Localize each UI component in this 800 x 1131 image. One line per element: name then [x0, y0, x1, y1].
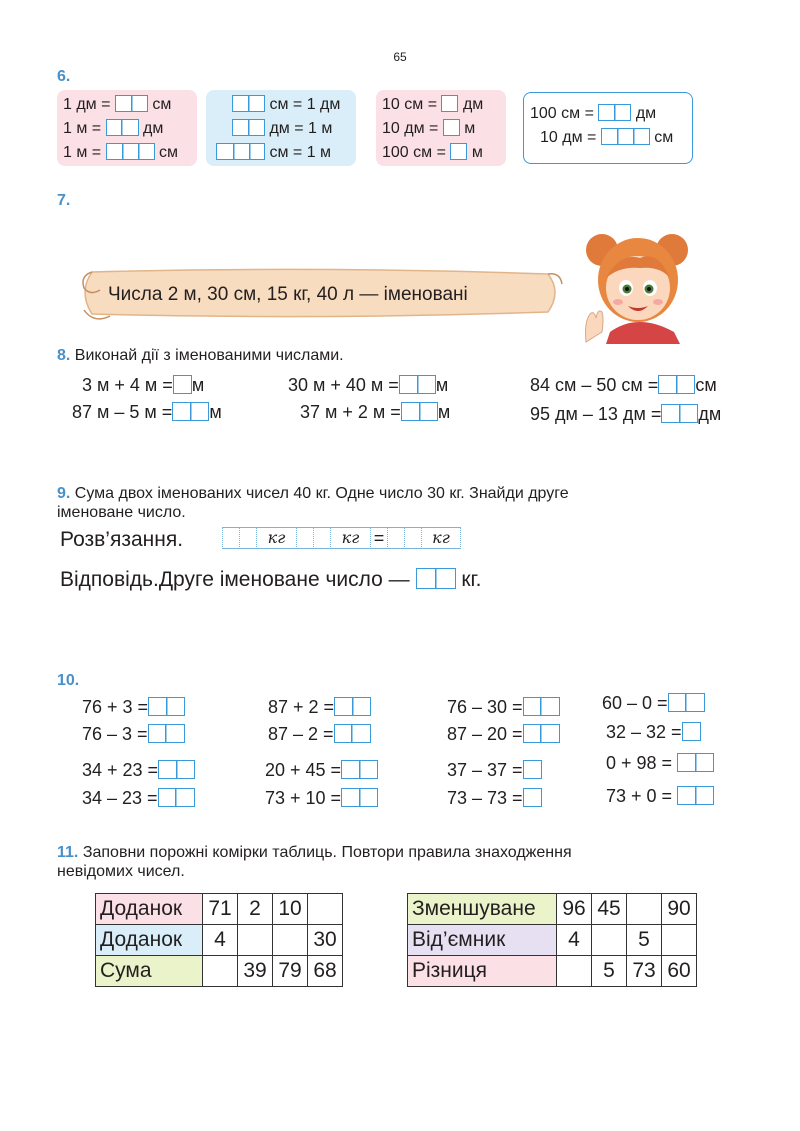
row-label: Сума — [96, 956, 203, 987]
answer-box[interactable] — [416, 568, 456, 589]
eq-unit: м — [191, 375, 205, 395]
card1-lhs3: 1 м = — [63, 144, 102, 161]
task9-text-line1: Сума двох іменованих чисел 40 кг. Одне число 30 кг. Знайди друге — [74, 485, 569, 502]
table-cell[interactable]: 5 — [592, 956, 627, 987]
answer-box[interactable] — [443, 119, 460, 136]
eq-lhs: 73 + 0 = — [606, 786, 673, 806]
table-cell[interactable]: 79 — [273, 956, 308, 987]
table-cell[interactable]: 73 — [627, 956, 662, 987]
answer-box[interactable] — [399, 375, 436, 394]
eq-unit: см — [695, 375, 717, 395]
task11-text-line1: Заповни порожні комірки таблиць. Повтори правила знаходження — [82, 844, 572, 861]
card2-rhs3: см = 1 м — [269, 144, 332, 161]
table-cell[interactable] — [627, 894, 662, 925]
answer-box[interactable] — [668, 693, 705, 712]
task10-eq — [265, 760, 378, 781]
task8-eq — [72, 402, 222, 423]
eq-lhs: 87 – 2 = — [268, 724, 334, 744]
task8-eq — [288, 375, 448, 396]
task10-eq — [82, 697, 185, 718]
answer-box[interactable] — [401, 402, 438, 421]
eq-lhs: 73 – 73 = — [447, 788, 523, 808]
card3-lhs1: 10 см = — [382, 96, 438, 113]
task10-eq — [447, 697, 560, 718]
task11-text-line2: невідомих чисел. — [57, 863, 185, 880]
eq-unit: м — [209, 402, 222, 422]
eq-unit: м — [437, 402, 451, 422]
task7-number: 7. — [57, 192, 71, 209]
table-row — [408, 925, 697, 956]
task10-eq — [606, 722, 701, 743]
eq-lhs: 37 – 37 = — [447, 760, 523, 780]
addition-table — [95, 893, 343, 987]
table-cell[interactable]: 96 — [557, 894, 592, 925]
task10-eq — [447, 788, 542, 809]
task10-eq — [606, 753, 714, 774]
card2-rhs2: дм = 1 м — [269, 120, 333, 137]
answer-box[interactable] — [148, 697, 185, 716]
scroll-text: Числа 2 м, 30 см, 15 кг, 40 л — іменовані — [108, 284, 468, 305]
eq-lhs: 37 м + 2 м = — [300, 402, 401, 422]
answer-line — [60, 568, 481, 592]
card1-unit3: см — [159, 144, 179, 161]
eq-lhs: 34 + 23 = — [82, 760, 159, 780]
eq-lhs: 76 + 3 = — [82, 697, 149, 717]
answer-box[interactable] — [658, 375, 695, 394]
answer-box[interactable] — [173, 375, 192, 394]
answer-label: Відповідь. — [60, 568, 159, 591]
card3-lhs2: 10 дм = — [382, 120, 439, 137]
task6-card3 — [376, 90, 506, 166]
eq-lhs: 76 – 30 = — [447, 697, 523, 717]
girl-illustration — [580, 222, 692, 344]
answer-box[interactable] — [158, 788, 195, 807]
task10-eq — [82, 760, 195, 781]
answer-box[interactable] — [677, 786, 714, 805]
page-number: 65 — [393, 50, 407, 64]
answer-box[interactable] — [523, 760, 542, 779]
card1-lhs2: 1 м = — [63, 120, 102, 137]
task10-eq — [265, 788, 378, 809]
table-cell[interactable]: 71 — [203, 894, 238, 925]
answer-box[interactable] — [172, 402, 209, 421]
equals-sign: = — [370, 527, 387, 549]
answer-box[interactable] — [341, 760, 378, 779]
task8-heading — [57, 346, 344, 365]
table-row — [96, 894, 343, 925]
table-row — [408, 956, 697, 987]
table-cell[interactable] — [662, 925, 697, 956]
solution-label: Розв’язання. — [60, 528, 184, 551]
answer-box[interactable] — [523, 724, 560, 743]
answer-box[interactable] — [341, 788, 378, 807]
eq-lhs: 87 + 2 = — [268, 697, 335, 717]
answer-box[interactable] — [106, 119, 139, 136]
eq-lhs: 30 м + 40 м = — [288, 375, 399, 395]
row-label: Доданок — [96, 894, 203, 925]
table-cell[interactable]: 2 — [238, 894, 273, 925]
task9-text-line2: іменоване число. — [57, 504, 186, 521]
table-cell[interactable]: 4 — [557, 925, 592, 956]
table-cell[interactable]: 5 — [627, 925, 662, 956]
table-row — [408, 894, 697, 925]
answer-box[interactable] — [441, 95, 458, 112]
task8-eq — [530, 375, 717, 396]
table-cell[interactable] — [273, 925, 308, 956]
answer-box[interactable] — [677, 753, 714, 772]
answer-box[interactable] — [661, 404, 698, 423]
task10-eq — [268, 724, 371, 745]
card1-unit2: дм — [143, 120, 164, 137]
eq-lhs: 76 – 3 = — [82, 724, 148, 744]
card3-unit2: м — [464, 120, 476, 137]
row-label: Доданок — [96, 925, 203, 956]
table-cell[interactable]: 30 — [308, 925, 343, 956]
task11-heading — [57, 843, 572, 881]
answer-box[interactable] — [115, 95, 148, 112]
eq-lhs: 20 + 45 = — [265, 760, 342, 780]
answer-box[interactable] — [232, 95, 265, 112]
kg-handwritten: кг — [330, 527, 370, 549]
task6-card2 — [206, 90, 356, 166]
eq-lhs: 32 – 32 = — [606, 722, 682, 742]
subtraction-table — [407, 893, 697, 987]
table-cell[interactable]: 60 — [662, 956, 697, 987]
table-cell[interactable]: 4 — [203, 925, 238, 956]
eq-lhs: 84 см – 50 см = — [530, 375, 659, 395]
answer-box[interactable] — [523, 697, 560, 716]
table-row — [96, 925, 343, 956]
task10-eq — [602, 693, 705, 714]
card4-unit2: см — [654, 129, 674, 146]
answer-box[interactable] — [598, 104, 631, 121]
task10-number: 10. — [57, 672, 80, 689]
table-cell[interactable]: 68 — [308, 956, 343, 987]
eq-lhs: 87 – 20 = — [447, 724, 523, 744]
task9-number: 9. — [57, 485, 71, 502]
eq-lhs: 87 м – 5 м = — [72, 402, 173, 422]
kg-handwritten: кг — [256, 527, 296, 549]
eq-lhs: 3 м + 4 м = — [82, 375, 173, 395]
table-cell[interactable] — [592, 925, 627, 956]
answer-box[interactable] — [216, 143, 265, 160]
task8-text: Виконай дії з іменованими числами. — [74, 347, 344, 364]
eq-lhs: 34 – 23 = — [82, 788, 158, 808]
task10-eq — [268, 697, 371, 718]
card3-unit3: м — [471, 144, 483, 161]
task9-heading — [57, 484, 569, 522]
task10-eq — [82, 724, 185, 745]
task8-eq — [82, 375, 204, 396]
task8-eq — [530, 404, 721, 425]
eq-unit: м — [435, 375, 449, 395]
card3-lhs3: 100 см = — [382, 144, 446, 161]
task6-number: 6. — [57, 68, 71, 85]
card1-unit1: см — [152, 96, 172, 113]
answer-box[interactable] — [232, 119, 265, 136]
table-cell[interactable] — [203, 956, 238, 987]
task10-eq — [606, 786, 714, 807]
answer-box[interactable] — [106, 143, 155, 160]
answer-box[interactable] — [334, 697, 371, 716]
table-cell[interactable]: 10 — [273, 894, 308, 925]
table-cell[interactable]: 90 — [662, 894, 697, 925]
task10-eq — [447, 724, 560, 745]
eq-lhs: 73 + 10 = — [265, 788, 342, 808]
eq-lhs: 95 дм – 13 дм = — [530, 404, 662, 424]
task6-card1 — [57, 90, 197, 166]
answer-text: Друге іменоване число — — [158, 568, 410, 591]
card4-unit1: дм — [635, 105, 657, 122]
table-cell[interactable]: 45 — [592, 894, 627, 925]
answer-box[interactable] — [148, 724, 185, 743]
eq-lhs: 0 + 98 = — [606, 753, 673, 773]
kg-handwritten: кг — [421, 527, 461, 549]
answer-box[interactable] — [523, 788, 542, 807]
table-cell[interactable] — [557, 956, 592, 987]
task10-eq — [82, 788, 195, 809]
answer-box[interactable] — [158, 760, 195, 779]
answer-box[interactable] — [334, 724, 371, 743]
task8-eq — [300, 402, 450, 423]
task8-number: 8. — [57, 347, 71, 364]
eq-lhs: 60 – 0 = — [602, 693, 668, 713]
task11-number: 11. — [57, 844, 79, 861]
row-label: Різниця — [408, 956, 557, 987]
answer-box[interactable] — [450, 143, 467, 160]
task6-card4 — [523, 92, 693, 164]
row-label: Від’ємник — [408, 925, 557, 956]
eq-unit: дм — [698, 404, 722, 424]
card3-unit1: дм — [462, 96, 484, 113]
card4-lhs2: 10 дм = — [540, 129, 597, 146]
table-row — [96, 956, 343, 987]
card2-rhs1: см = 1 дм — [269, 96, 341, 113]
card1-lhs1: 1 дм = — [63, 96, 111, 113]
row-label: Зменшуване — [408, 894, 557, 925]
solution-grid[interactable] — [222, 527, 461, 551]
answer-box[interactable] — [682, 722, 701, 741]
card4-lhs1: 100 см = — [530, 105, 594, 122]
table-cell[interactable] — [308, 894, 343, 925]
answer-box[interactable] — [601, 128, 650, 145]
task10-eq — [447, 760, 542, 781]
table-cell[interactable]: 39 — [238, 956, 273, 987]
answer-unit: кг. — [461, 568, 482, 591]
table-cell[interactable] — [238, 925, 273, 956]
